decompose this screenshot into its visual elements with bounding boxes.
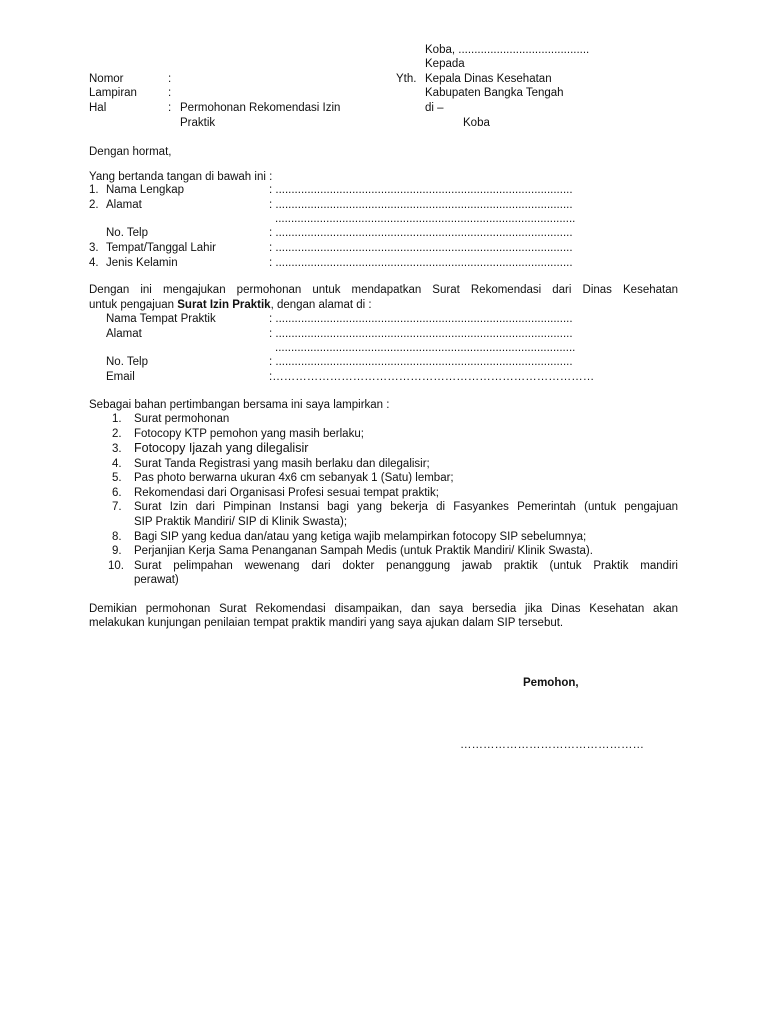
attachment-item: Surat pelimpahan wewenang dari dokter penanggung jawab praktik (untuk Praktik mandiri	[134, 560, 678, 572]
closing-line-1: Demikian permohonan Surat Rekomendasi disampaikan, dan saya bersedia jika Dinas Kesehatan akan	[89, 603, 678, 615]
attachment-num: 2.	[112, 428, 122, 440]
praktik-alamat-dots-cont: ..............................................................................................	[275, 342, 576, 354]
request-line-2-a: untuk pengajuan	[89, 299, 178, 311]
praktik-alamat-dots: : .............................................................................................	[269, 328, 573, 340]
jenis-kelamin-dots: : .............................................................................................	[269, 257, 573, 269]
place-date: Koba, .........................................	[425, 44, 590, 56]
attachment-item: Fotocopy KTP pemohon yang masih berlaku;	[134, 428, 364, 440]
nomor-colon: :	[168, 73, 172, 85]
attachment-num: 6.	[112, 487, 122, 499]
request-line-2	[89, 298, 372, 313]
attachment-item-cont: SIP Praktik Mandiri/ SIP di Klinik Swasta);	[134, 516, 348, 528]
field-num-4: 4.	[89, 257, 99, 269]
field-num-2: 2.	[89, 199, 99, 211]
attachment-item: Fotocopy Ijazah yang dilegalisir	[134, 441, 309, 455]
request-sip-bold: Surat Izin Praktik	[177, 299, 271, 311]
lampiran-label: Lampiran	[89, 87, 137, 99]
attachment-item-cont: perawat)	[134, 574, 179, 586]
alamat-dots: : .............................................................................................	[269, 199, 573, 211]
hal-value-1: Permohonan Rekomendasi Izin	[180, 102, 341, 114]
recipient-city: Koba	[463, 117, 490, 129]
telp-label: No. Telp	[106, 227, 148, 239]
praktik-alamat-label: Alamat	[106, 328, 142, 340]
hal-colon: :	[168, 102, 172, 114]
kepada-label: Kepada	[425, 58, 465, 70]
attachment-item: Bagi SIP yang kedua dan/atau yang ketiga wajib melampirkan fotocopy SIP sebelumnya;	[134, 531, 587, 543]
salutation: Dengan hormat,	[89, 146, 172, 158]
jenis-kelamin-label: Jenis Kelamin	[106, 257, 178, 269]
recipient-line-1: Kepala Dinas Kesehatan	[425, 73, 552, 85]
praktik-telp-dots: : .............................................................................................	[269, 356, 573, 368]
attachment-num: 8.	[112, 531, 122, 543]
closing-line-2: melakukan kunjungan penilaian tempat praktik mandiri yang saya ajukan dalam SIP tersebut.	[89, 617, 564, 629]
praktik-telp-label: No. Telp	[106, 356, 148, 368]
attachment-num: 9.	[112, 545, 122, 557]
nama-lengkap-label: Nama Lengkap	[106, 184, 184, 196]
attachment-num: 1.	[112, 413, 122, 425]
ttl-label: Tempat/Tanggal Lahir	[106, 242, 216, 254]
attachment-item: Pas photo berwarna ukuran 4x6 cm sebanyak 1 (Satu) lembar;	[134, 472, 454, 484]
hal-label: Hal	[89, 102, 107, 114]
attachment-num: 10.	[108, 560, 124, 572]
request-line-1: Dengan ini mengajukan permohonan untuk mendapatkan Surat Rekomendasi dari Dinas Kesehatan	[89, 284, 678, 296]
field-num-3: 3.	[89, 242, 99, 254]
email-label: Email	[106, 371, 135, 383]
attachment-item: Surat Izin dari Pimpinan Instansi bagi yang bekerja di Fasyankes Pemerintah (untuk pengajuan	[134, 501, 678, 513]
attachment-num: 5.	[112, 472, 122, 484]
signature-label: Pemohon,	[523, 677, 579, 689]
recipient-line-2: Kabupaten Bangka Tengah	[425, 87, 564, 99]
recipient-di: di –	[425, 102, 444, 114]
lampiran-colon: :	[168, 87, 172, 99]
ttl-dots: : .............................................................................................	[269, 242, 573, 254]
attachment-item: Surat permohonan	[134, 413, 230, 425]
email-dots: :…………………………………………………………………………	[269, 371, 595, 383]
tempat-praktik-dots: : .............................................................................................	[269, 313, 573, 325]
attachment-num: 7.	[112, 501, 122, 513]
yth-label: Yth.	[396, 73, 417, 85]
request-line-2-c: , dengan alamat di :	[270, 299, 372, 311]
attachments-intro: Sebagai bahan pertimbangan bersama ini saya lampirkan :	[89, 399, 390, 411]
alamat-dots-cont: ..............................................................................................	[275, 213, 576, 225]
attachment-num: 3.	[112, 443, 122, 455]
attachment-item: Rekomendasi dari Organisasi Profesi sesuai tempat praktik;	[134, 487, 439, 499]
tempat-praktik-label: Nama Tempat Praktik	[106, 313, 216, 325]
telp-dots: : .............................................................................................	[269, 227, 573, 239]
nomor-label: Nomor	[89, 73, 124, 85]
field-num-1: 1.	[89, 184, 99, 196]
nama-lengkap-dots: : .............................................................................................	[269, 184, 573, 196]
attachment-num: 4.	[112, 458, 122, 470]
hal-value-2: Praktik	[180, 117, 216, 129]
attachment-item: Surat Tanda Registrasi yang masih berlaku dan dilegalisir;	[134, 458, 430, 470]
attachment-item: Perjanjian Kerja Sama Penanganan Sampah Medis (untuk Praktik Mandiri/ Klinik Swasta).	[134, 545, 593, 557]
intro-text: Yang bertanda tangan di bawah ini :	[89, 171, 273, 183]
signature-line: …………………………………………	[460, 739, 644, 751]
alamat-label: Alamat	[106, 199, 142, 211]
